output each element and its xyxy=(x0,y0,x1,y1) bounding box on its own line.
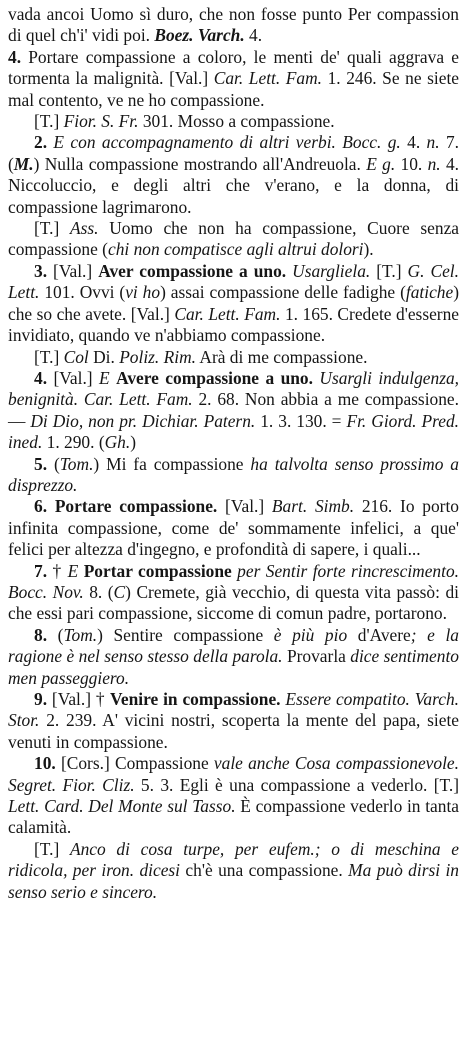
entry-paragraph xyxy=(8,4,459,47)
text-run: Usargliela. xyxy=(292,260,371,281)
text-run: 7. xyxy=(34,560,48,581)
text-run: Col xyxy=(63,346,89,367)
text-run: Portare compassione a coloro, le menti de' quali aggrava e tormenta la malignità. [Val.] xyxy=(8,46,459,89)
text-run: Ma può dirsi in senso serio e sincero. xyxy=(8,860,459,902)
text-run: C xyxy=(113,581,126,602)
text-run: Gh. xyxy=(104,432,131,453)
entry-paragraph xyxy=(8,47,459,111)
text-run: 2. xyxy=(34,132,48,153)
entry-paragraph xyxy=(8,753,459,839)
text-run: Fior. S. Fr. xyxy=(63,111,139,132)
text-run: [Val.] † xyxy=(47,689,110,709)
text-run: d'Avere xyxy=(347,624,411,645)
text-run: ) Sentire compassione xyxy=(97,624,274,645)
text-run: Car. Lett. Fam. xyxy=(174,303,281,324)
entry-paragraph xyxy=(8,625,459,689)
text-run: Avere compassione a uno. xyxy=(116,367,313,388)
text-run: E xyxy=(67,560,79,581)
entry-paragraph xyxy=(8,111,459,132)
text-run: ) xyxy=(130,432,137,453)
text-run: 4. xyxy=(8,46,22,67)
text-run: Aver compassione a uno. xyxy=(98,260,287,281)
text-run: 2. 239. A' vicini nostri, scoperta la mente del papa, siete venuti in compassione. xyxy=(8,710,459,752)
text-run: E con accompagnamento di altri verbi. Bocc. g. xyxy=(53,132,401,153)
text-run: E g. xyxy=(366,153,396,174)
text-run: G. Cel. Lett. xyxy=(8,260,459,303)
text-run: vada ancoi Uomo sì duro, che non fosse punto Per compassion di quel ch'i' vidi poi. xyxy=(8,4,459,46)
text-run: ) Mi fa compassione xyxy=(93,453,251,474)
text-run: ; e la ragione è nel senso stesso della parola. xyxy=(8,624,460,667)
text-run: È compassione vederlo in tanta calamità. xyxy=(8,796,459,838)
text-run: fatiche xyxy=(405,282,454,303)
text-run: Poliz. Rim. xyxy=(119,346,196,367)
text-run: ). xyxy=(363,239,374,260)
text-run: ) che so che avete. [Val.] xyxy=(8,282,459,324)
text-run: Bart. Simb. xyxy=(271,496,355,517)
text-run: Anco di cosa turpe, per eufem.; o di meschina e ridicola, per iron. dicesi xyxy=(8,838,459,881)
text-run: Boez. Varch. xyxy=(154,25,245,46)
entry-paragraph xyxy=(8,839,459,903)
text-run: Portar compassione xyxy=(83,560,232,581)
text-run: Essere compatito. Varch. Stor. xyxy=(8,689,459,731)
text-run: ( xyxy=(47,624,64,645)
text-run: vi ho xyxy=(125,282,161,303)
entry-paragraph xyxy=(8,218,459,261)
text-run: [Val.] xyxy=(47,367,100,388)
text-run: [T.] xyxy=(34,346,64,367)
text-run: ch'è una compassione. xyxy=(180,860,349,881)
text-run: Tom. xyxy=(59,453,94,474)
text-run: 5. 3. Egli è una compassione a vederlo. [T.] xyxy=(134,774,459,795)
text-run: 301. Mosso a compassione. xyxy=(138,111,335,132)
text-run: ) Cremete, già vecchio, di questa vita passò: di che essi pari compassione, siccome di comun padre, portarono. xyxy=(8,581,459,624)
text-run: 1. 290. ( xyxy=(42,432,105,453)
text-run: Di Dio, non pr. Dichiar. Patern. xyxy=(30,410,256,431)
text-run: [Val.] xyxy=(217,496,272,517)
text-run: [T.] xyxy=(34,111,64,132)
entry-paragraph xyxy=(8,689,459,753)
text-run: Portare compassione. xyxy=(54,496,218,517)
text-run: n. xyxy=(427,153,441,174)
entry-paragraph xyxy=(8,368,459,454)
text-run: 1. 3. 130. = xyxy=(255,410,347,431)
text-run: Car. Lett. Fam. xyxy=(213,68,323,89)
text-run: n. xyxy=(426,132,440,153)
entry-paragraph xyxy=(8,454,459,497)
text-run: ( xyxy=(47,453,60,474)
entry-paragraph xyxy=(8,347,459,368)
text-run: [T.] xyxy=(34,218,70,239)
entry-paragraph xyxy=(8,496,459,560)
text-run: Uomo che non ha compassione, Cuore senza compassione ( xyxy=(8,218,460,260)
text-run: 3. xyxy=(34,260,48,281)
text-run: dice sentimento men passeggiero. xyxy=(8,646,459,688)
text-run: Lett. Card. Del Monte sul Tasso. xyxy=(8,796,236,817)
text-run: 4. xyxy=(400,132,427,153)
entry-paragraph xyxy=(8,132,459,218)
text-run: [T.] xyxy=(34,838,70,859)
text-run: Tom. xyxy=(63,624,98,645)
text-run: 9. xyxy=(34,689,48,709)
text-run: per Sentir forte rincrescimento. Bocc. Nov. xyxy=(8,560,459,602)
text-run: 4. xyxy=(34,367,48,388)
text-run: Ass. xyxy=(70,218,99,239)
text-run: Arà di me compassione. xyxy=(196,346,368,367)
text-run: è più pio xyxy=(273,624,348,645)
text-run: 2. 68. Non abbia a me compassione. — xyxy=(8,389,459,431)
entry-paragraph xyxy=(8,561,459,625)
text-run: 10. xyxy=(34,753,56,774)
text-run: 7. ( xyxy=(8,132,459,174)
text-run: E xyxy=(99,367,110,388)
text-run: Venire in compassione. xyxy=(109,689,281,709)
text-run: 1. 246. Se ne siete mal contento, ve ne ho compassione. xyxy=(8,68,459,110)
text-run: 8. ( xyxy=(83,581,114,602)
text-run: Di. xyxy=(88,346,120,367)
text-run: 5. xyxy=(34,453,48,474)
text-run: ha talvolta senso prossimo a disprezzo. xyxy=(8,453,459,495)
text-run: M. xyxy=(13,153,34,174)
text-run: 216. Io porto infinita compassione, come de' sommamente infelici, a que' felici per altezza d'ingegno, e profondità di sapere, i quali... xyxy=(8,496,459,560)
text-run: Provarla xyxy=(282,646,351,667)
entry-paragraph xyxy=(8,261,459,347)
text-run: 101. Ovvi ( xyxy=(39,282,126,303)
text-run: 4. Niccoluccio, e degli altri che v'erano, e la donna, di compassione lagrimarono. xyxy=(8,153,460,217)
text-run: ) assai compassione delle fadighe ( xyxy=(160,282,406,303)
text-run: Fr. Giord. Pred. ined. xyxy=(8,410,459,453)
text-run: [Cors.] Compassione xyxy=(55,753,214,774)
text-run: 6. xyxy=(34,496,48,517)
text-run: 1. 165. Credete d'esserne invidiato, quando ve n'abbiamo compassione. xyxy=(8,303,460,346)
text-run: 4. xyxy=(244,25,263,46)
text-run: Usargli indulgenza, benignità. Car. Lett. Fam. xyxy=(8,367,460,410)
text-run xyxy=(47,496,55,516)
text-run: [Val.] xyxy=(47,260,99,281)
text-run: chi non compatisce agli altrui dolori xyxy=(107,239,364,260)
text-run: † xyxy=(47,560,68,581)
text-run: vale anche Cosa compassionevole. Segret. Fior. Cliz. xyxy=(8,753,459,795)
text-run: ) Nulla compassione mostrando all'Andreuola. xyxy=(33,153,367,174)
text-run: 10. xyxy=(395,153,428,174)
text-run: [T.] xyxy=(370,260,408,281)
text-run: 8. xyxy=(34,624,48,645)
